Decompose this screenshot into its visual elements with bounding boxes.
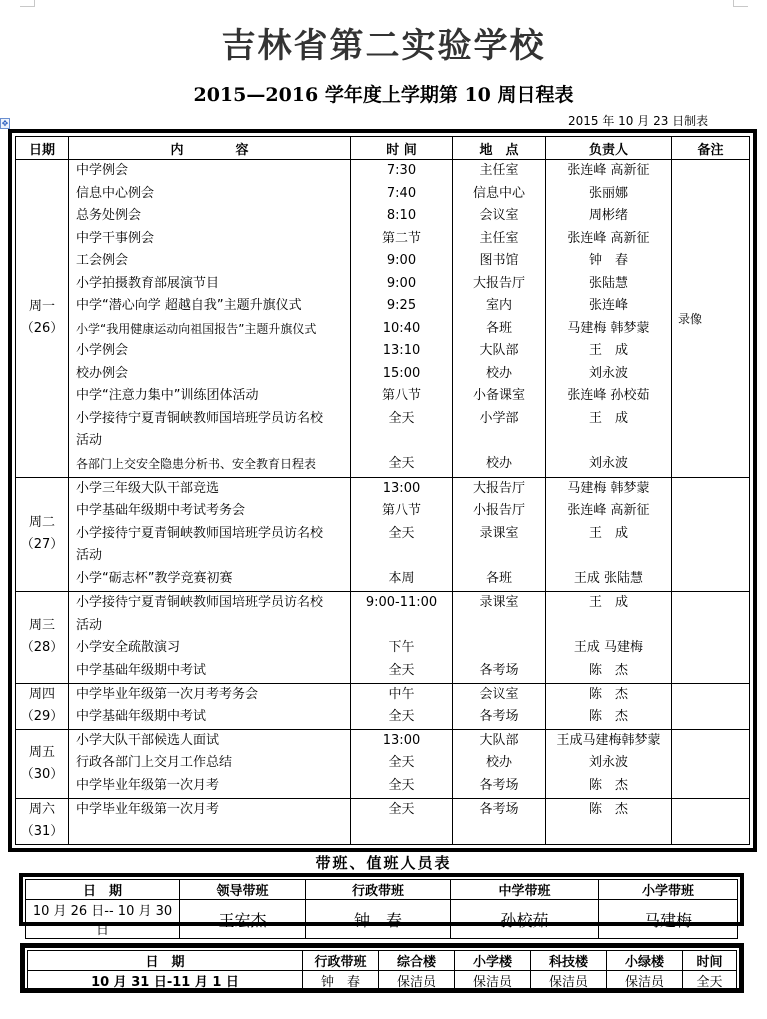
event-content: 中学“注意力集中”训练团体活动 [76,388,259,403]
event-time: 全天 [388,662,415,678]
event-person [546,615,671,638]
event-time: 全天 [388,755,415,771]
weekday-duty-value-row [26,900,738,939]
weekend-header-green-building: 小绿楼 [607,951,683,971]
weekend-header-admin: 行政带班 [303,951,379,971]
event-place: 校办 [485,755,512,771]
event-time-cell [351,798,453,844]
event-place: 图书馆 [479,253,519,268]
weekend-complex-building: 保洁员 [379,971,455,991]
weekday-date: （29） [20,709,64,725]
event-place: 录课室 [479,595,519,610]
event-time [351,545,452,568]
header-note: 备注 [672,137,750,160]
header-time: 时 间 [351,137,453,160]
schedule-header-row [16,137,750,160]
day-row [16,160,750,478]
event-content: 小学三年级大队干部竞选 [76,480,220,496]
weekend-header-complex-building: 综合楼 [379,951,455,971]
event-place: 各考场 [479,662,519,678]
event-time: 本周 [388,570,415,586]
event-person: 王成 马建梅 [573,640,644,655]
event-place: 各考场 [479,801,519,817]
document-subtitle: 2015—2016 学年度上学期第 10 周日程表 [193,84,574,106]
event-content: 中学例会 [76,163,129,178]
event-place: 室内 [485,298,512,313]
event-time: 9:00 [386,275,417,291]
event-place: 录课室 [479,525,519,541]
weekend-time: 全天 [683,971,737,991]
event-time: 全天 [388,801,415,817]
event-content-cell [69,683,351,729]
event-place: 小报告厅 [472,503,525,519]
event-content: 中学基础年级期中考试 [76,662,207,678]
weekday-date: （30） [20,766,64,782]
event-person: 刘永波 [588,455,628,471]
event-time: 全天 [388,777,415,793]
note-cell [672,683,750,729]
event-place-cell [453,592,546,684]
table-move-handle-icon[interactable]: ✥ [1,119,9,128]
weekday-duty-header-row [26,880,738,900]
weekend-header-primary-building: 小学楼 [455,951,531,971]
note-cell [672,592,750,684]
event-person: 周彬绪 [588,208,628,223]
event-time-cell [351,683,453,729]
event-person: 张连峰 高新征 [567,503,650,519]
event-time: 第八节 [381,503,421,519]
event-time: 9:00 [386,253,417,268]
event-content: 中学毕业年级第一次月考考务会 [76,686,259,702]
day-row [16,477,750,591]
weekday-header-leader: 领导带班 [180,880,306,900]
event-person: 陈 杰 [588,686,628,702]
event-person-cell [546,592,672,684]
weekday-date: （27） [20,537,64,553]
event-place: 大报告厅 [472,480,525,496]
event-content: 小学例会 [76,343,129,358]
crop-mark-top-right [733,0,748,7]
event-content-cell [69,160,351,478]
weekday-label: 周三 [28,618,55,634]
event-person [546,821,671,844]
event-place: 校办 [485,455,512,471]
event-place: 各考场 [479,777,519,793]
day-label-cell [16,729,69,798]
event-person: 王 成 [588,595,628,610]
event-time: 下午 [388,640,415,655]
event-time: 全天 [388,410,415,426]
event-place-cell [453,729,546,798]
event-content: 总务处例会 [76,208,142,223]
event-time-cell [351,729,453,798]
event-content: 行政各部门上交月工作总结 [76,755,233,771]
event-content: 活动 [76,548,103,564]
event-person: 张丽娜 [588,185,628,201]
event-person-cell [546,729,672,798]
event-time [351,430,452,453]
event-person: 张连峰 高新征 [567,163,650,178]
weekend-duty-header-row [28,951,737,971]
event-place [453,430,545,453]
event-content-cell [69,592,351,684]
event-time: 第八节 [381,388,421,403]
note-cell [672,160,750,478]
event-person: 陈 杰 [588,801,628,817]
event-content: 小学接待宁夏青铜峡教师国培班学员访名校 [76,525,324,541]
event-place: 小备课室 [472,388,525,403]
event-content: 小学“我用健康运动向祖国报告”主题升旗仪式 [76,321,317,336]
weekday-label: 周六 [28,802,55,818]
event-person-cell [546,798,672,844]
event-content-cell [69,729,351,798]
weekend-header-time: 时间 [683,951,737,971]
day-label-cell [16,683,69,729]
weekday-label: 周一 [28,299,55,315]
note-cell [672,729,750,798]
event-content: 活动 [76,433,103,448]
weekday-date: （28） [20,640,64,656]
event-content [69,821,350,844]
weekday-leader: 王宏杰 [180,900,306,939]
event-place: 各考场 [479,709,519,725]
event-content-cell [69,798,351,844]
event-place: 主任室 [479,230,519,246]
event-content: 小学安全疏散演习 [76,640,181,655]
weekday-duty-table [25,879,738,939]
event-place: 信息中心 [472,185,525,201]
event-time: 全天 [388,525,415,541]
event-place [453,615,545,638]
event-time-cell [351,592,453,684]
weekday-label: 周四 [28,687,55,703]
weekday-header-date: 日 期 [26,880,180,900]
event-place-cell [453,798,546,844]
weekend-admin: 钟 春 [303,971,379,991]
event-time-cell [351,477,453,591]
weekday-date-range: 10 月 26 日-- 10 月 30 日 [26,900,180,939]
event-person: 张陆慧 [588,275,628,291]
event-place [453,821,545,844]
document-title: 吉林省第二实验学校 [221,26,546,66]
header-content: 内 容 [69,137,351,160]
weekend-date-range: 10 月 31 日-11 月 1 日 [28,971,303,991]
event-place: 大报告厅 [472,275,525,291]
event-content: 中学“潜心向学 超越自我”主题升旗仪式 [76,298,302,313]
event-time: 9:00-11:00 [365,595,438,610]
day-label-cell [16,592,69,684]
event-person-cell [546,683,672,729]
event-content: 中学干事例会 [76,230,155,246]
day-label-cell [16,160,69,478]
event-time: 9:25 [386,298,417,313]
event-time: 全天 [388,455,415,471]
event-time: 13:00 [382,732,421,748]
event-time: 8:10 [386,208,417,223]
event-content: 工会例会 [76,253,129,268]
event-place-cell [453,477,546,591]
event-content: 信息中心例会 [76,185,155,201]
header-day: 日期 [16,137,69,160]
event-time: 7:40 [386,185,417,201]
schedule-body [16,160,750,845]
event-person: 张连峰 [588,298,628,313]
weekday-date: （31） [20,824,64,840]
event-content: 中学基础年级期中考试 [76,709,207,725]
schedule-table [15,136,750,845]
event-place: 大队部 [479,732,519,748]
weekday-date: （26） [20,321,64,337]
event-time [351,615,452,638]
schedule-table-frame [8,129,757,852]
event-time: 15:00 [382,365,421,381]
day-row [16,798,750,844]
event-person: 陈 杰 [588,662,628,678]
weekend-duty-value-row [28,971,737,991]
duty-table-title: 带班、值班人员表 [315,854,452,872]
weekday-middle: 孙校茹 [451,900,599,939]
note-text: 录像 [678,311,703,326]
event-person: 刘永波 [588,365,628,381]
day-label-cell [16,798,69,844]
weekend-header-date: 日 期 [28,951,303,971]
event-time: 7:30 [386,163,417,178]
event-place: 会议室 [479,208,519,223]
crop-mark-top-left [20,0,35,7]
event-person: 王成马建梅韩梦蒙 [556,732,661,748]
event-person: 王 成 [588,525,628,541]
weekday-admin: 钟 春 [306,900,451,939]
weekend-green-building: 保洁员 [607,971,683,991]
event-content: 小学“砺志杯”教学竞赛初赛 [76,570,233,586]
weekend-header-tech-building: 科技楼 [531,951,607,971]
event-content: 各部门上交安全隐患分析书、安全教育日程表 [76,456,317,471]
header-person: 负责人 [546,137,672,160]
event-person [546,430,671,453]
day-row [16,729,750,798]
event-content: 小学接待宁夏青铜峡教师国培班学员访名校 [76,595,324,610]
weekday-label: 周五 [28,744,55,760]
event-time: 13:00 [382,480,421,496]
event-place: 小学部 [479,410,519,426]
event-content: 中学基础年级期中考试考务会 [76,503,246,519]
day-row [16,592,750,684]
event-content: 活动 [76,617,103,633]
event-time: 10:40 [382,320,421,336]
made-date: 2015 年 10 月 23 日制表 [568,114,709,128]
event-time: 中午 [388,686,415,702]
event-content: 中学毕业年级第一次月考 [76,777,220,793]
weekend-duty-frame [20,943,744,993]
event-time [351,821,452,844]
event-content: 校办例会 [76,365,129,381]
event-time: 13:10 [382,343,421,358]
weekend-tech-building: 保洁员 [531,971,607,991]
event-place: 大队部 [479,343,519,358]
note-cell [672,798,750,844]
event-person: 王成 张陆慧 [573,570,644,586]
event-content: 小学接待宁夏青铜峡教师国培班学员访名校 [76,410,324,426]
event-person: 王 成 [588,410,628,426]
event-person-cell [546,477,672,591]
event-content-cell [69,477,351,591]
event-place-cell [453,160,546,478]
weekday-duty-frame [19,873,744,938]
event-person: 马建梅 韩梦蒙 [567,320,650,336]
event-time: 第二节 [381,230,421,246]
event-person: 刘永波 [588,755,628,771]
weekday-header-middle: 中学带班 [451,880,599,900]
weekday-header-primary: 小学带班 [599,880,738,900]
event-place: 主任室 [479,163,519,178]
event-content: 小学拍摄教育部展演节目 [76,275,220,291]
event-person: 陈 杰 [588,777,628,793]
event-content: 中学毕业年级第一次月考 [76,801,220,817]
event-place: 各班 [485,570,512,586]
event-time-cell [351,160,453,478]
event-person-cell [546,160,672,478]
event-place-cell [453,683,546,729]
event-place: 会议室 [479,686,519,702]
event-place [453,637,545,660]
day-row [16,683,750,729]
note-cell [672,477,750,591]
day-label-cell [16,477,69,591]
weekday-label: 周二 [28,515,55,531]
weekend-primary-building: 保洁员 [455,971,531,991]
event-person: 王 成 [588,343,628,358]
event-place: 校办 [485,365,512,381]
event-person: 陈 杰 [588,709,628,725]
event-place: 各班 [485,320,512,336]
event-person: 马建梅 韩梦蒙 [567,480,650,496]
weekend-duty-table [27,950,737,991]
event-place [453,545,545,568]
event-person [546,545,671,568]
event-content: 小学大队干部候选人面试 [76,732,220,748]
weekday-header-admin: 行政带班 [306,880,451,900]
event-person: 张连峰 高新征 [567,230,650,246]
header-place: 地 点 [453,137,546,160]
event-time: 全天 [388,709,415,725]
weekday-primary: 马建梅 [599,900,738,939]
event-person: 钟 春 [588,253,628,268]
event-person: 张连峰 孙校茹 [567,388,650,403]
